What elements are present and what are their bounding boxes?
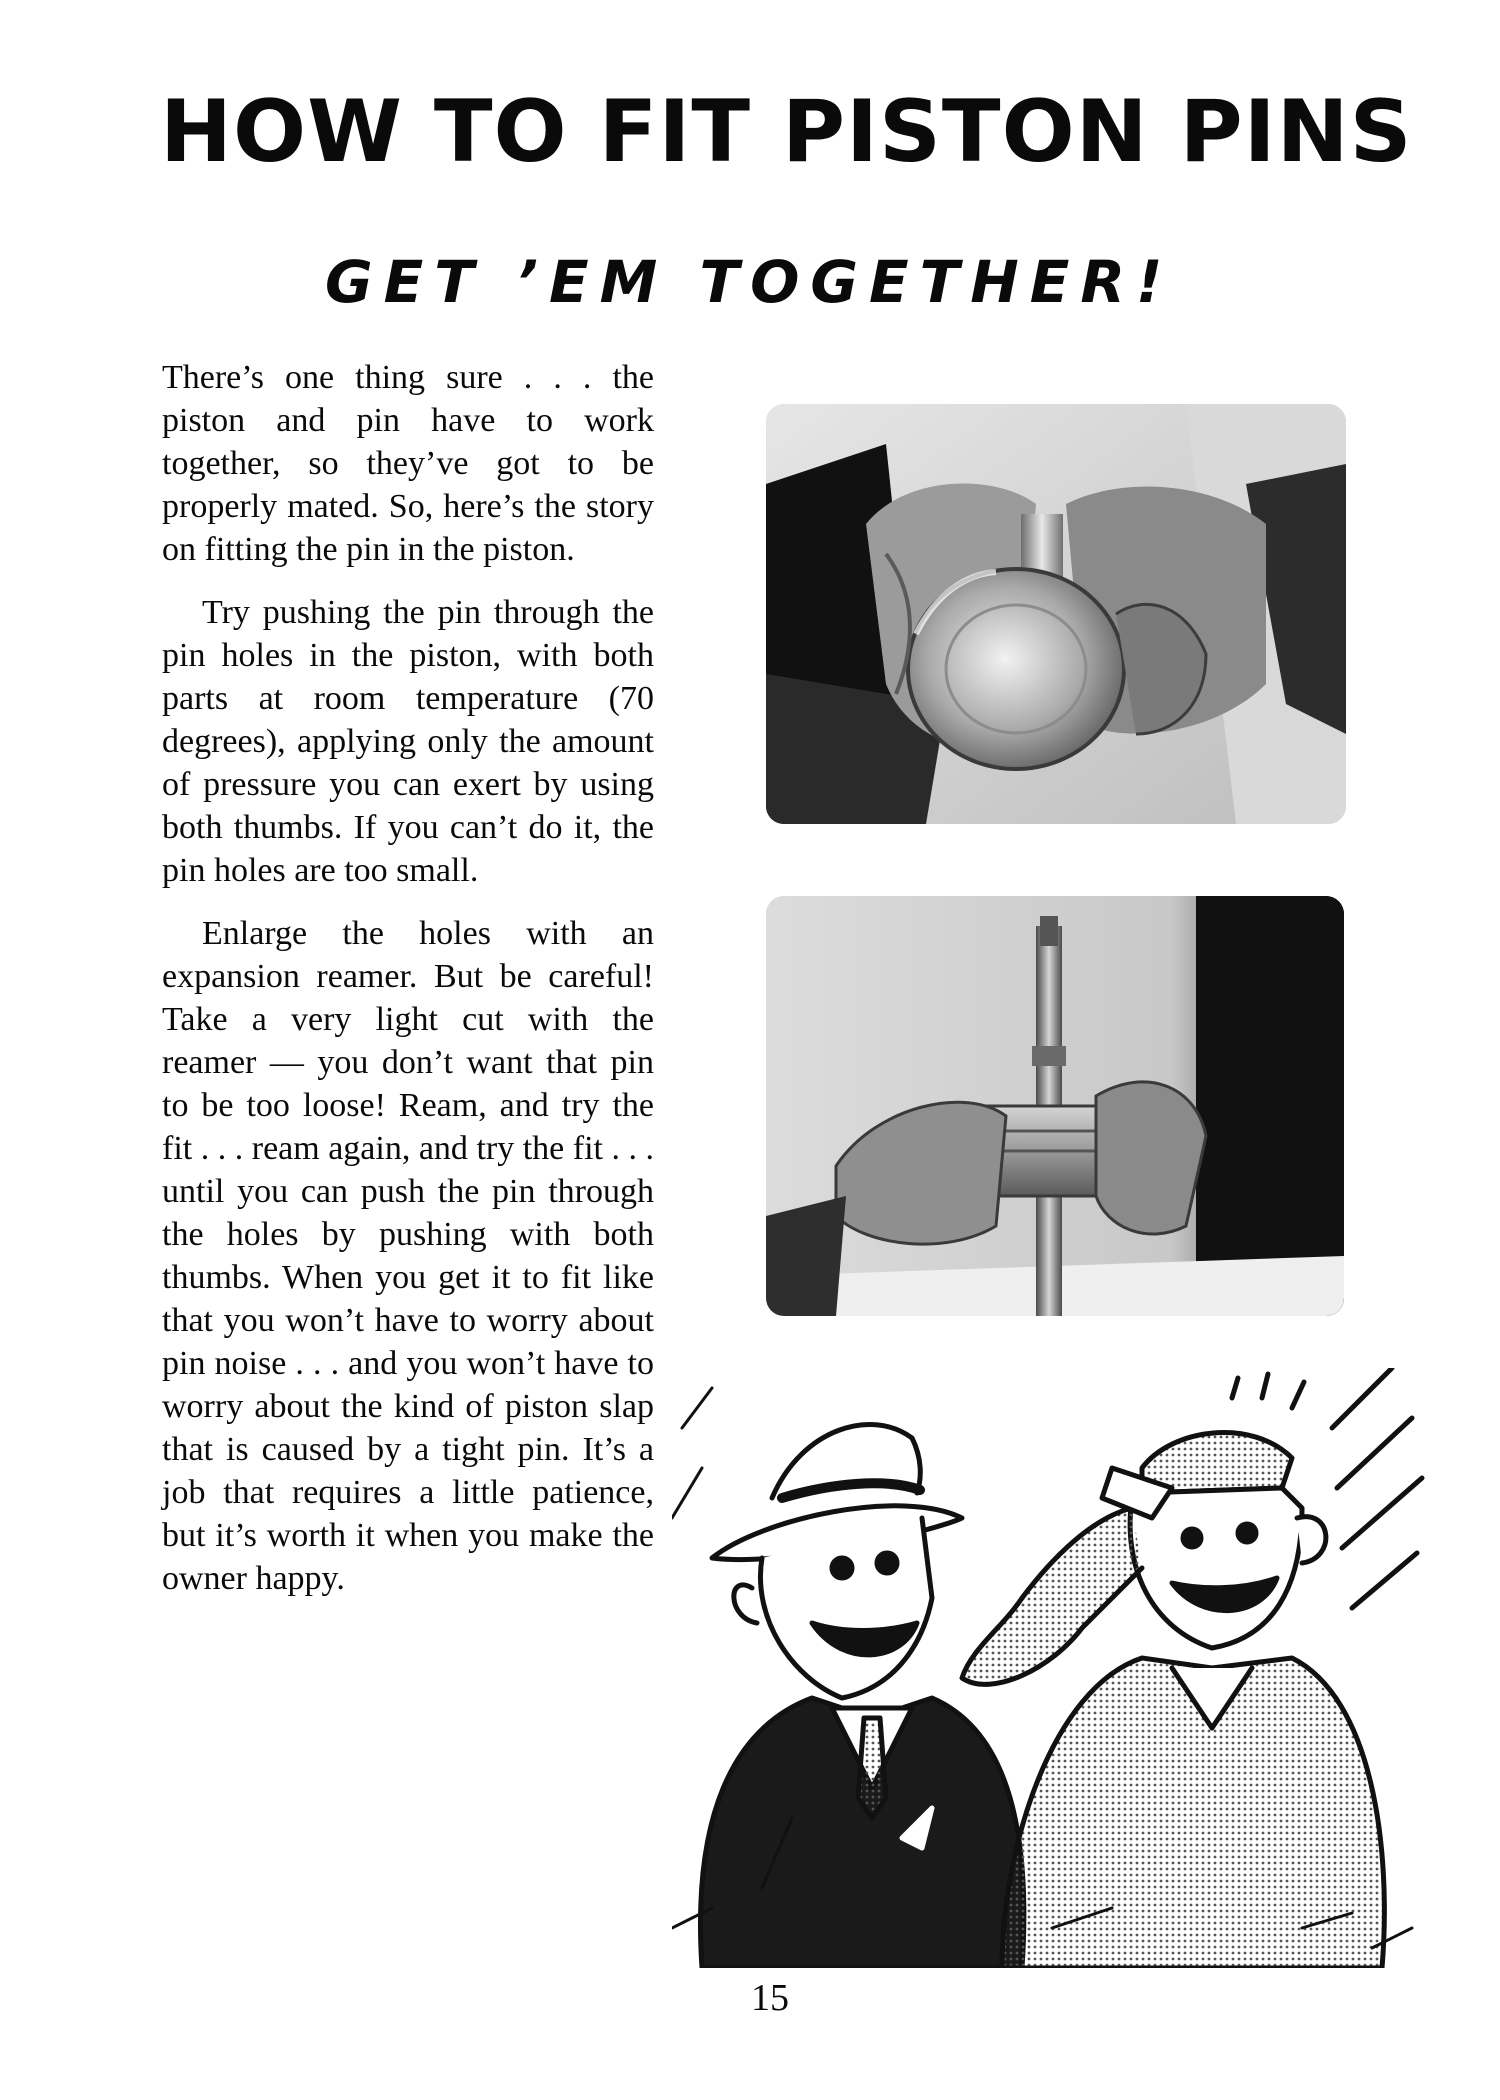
page-number: 15 bbox=[751, 1977, 789, 2019]
paragraph-test-fit: Try pushing the pin through the pin holes in the piston, with both parts at room temperature (70 degrees), applying only the amount of pressure you can exert by using both thumbs. If you can’t do it, the pin holes are too small. bbox=[162, 594, 654, 889]
cartoon-happy-owner-and-saluting-soldier bbox=[672, 1368, 1432, 1968]
body-text bbox=[162, 356, 654, 1620]
photo-hands-holding-piston bbox=[766, 404, 1346, 824]
paragraph-intro: There’s one thing sure . . . the piston and pin have to work together, so they’ve got to be properly mated. So, here’s the story on fitting the pin in the piston. bbox=[162, 359, 654, 568]
photo-piston-on-reamer bbox=[766, 896, 1344, 1316]
page-title: HOW TO FIT PISTON PINS bbox=[160, 82, 1413, 182]
paragraph-reaming: Enlarge the holes with an expansion reamer. But be careful! Take a very light cut with the reamer — you don’t want that pin to be too loose! Ream, and try the fit . . . ream again, and try the fit . . . until you can push the pin through the holes by pushing with both thumbs. When you get it to fit like that you won’t have to worry about pin noise . . . and you won’t have to worry about the kind of piston slap that is caused by a tight pin. It’s a job that requires a little patience, but it’s worth it when you make the owner happy. bbox=[162, 915, 654, 1597]
page-subtitle: GET ’EM TOGETHER! bbox=[325, 248, 1174, 316]
